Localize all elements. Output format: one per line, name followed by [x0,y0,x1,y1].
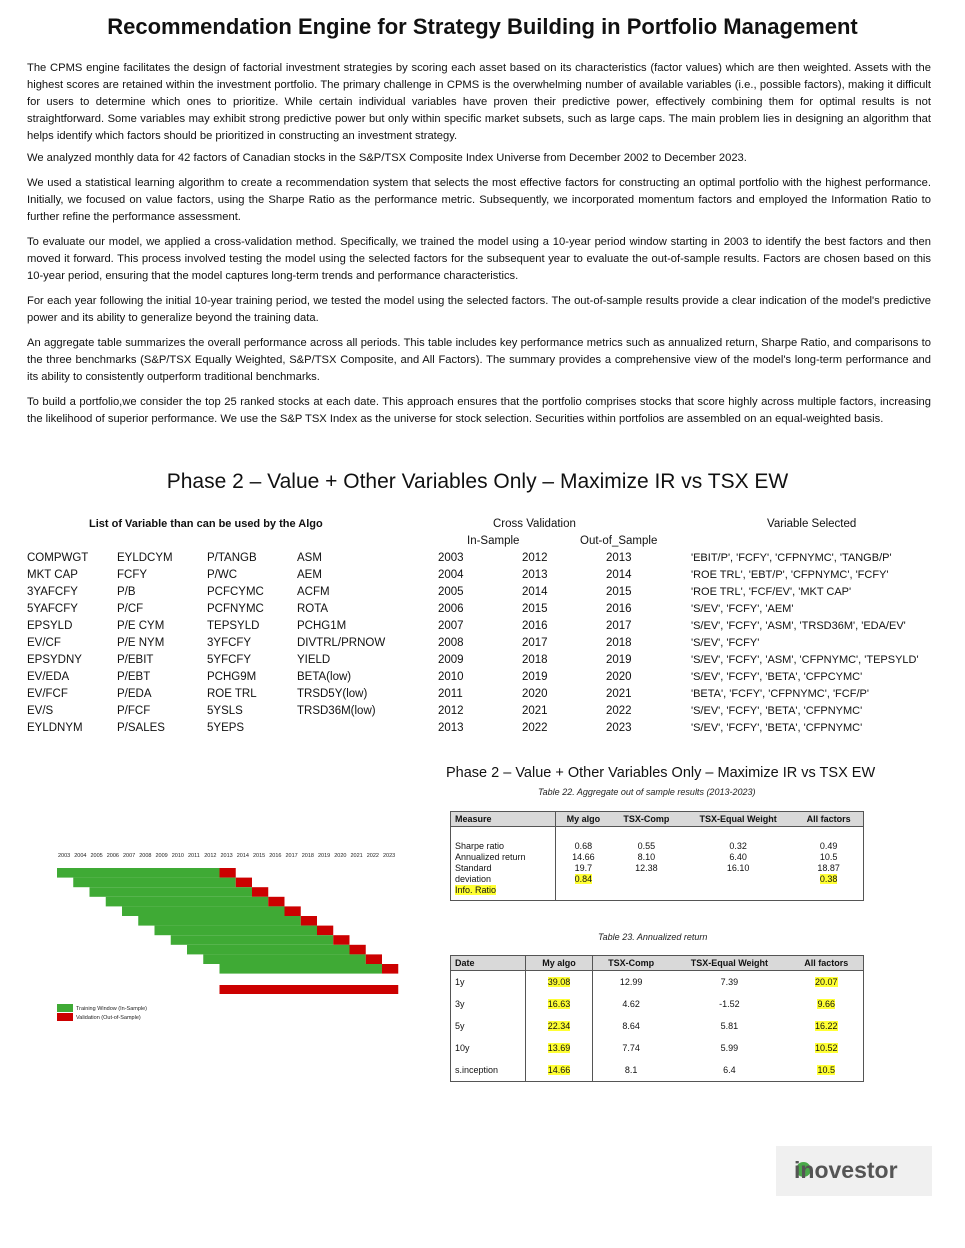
train-end-year: 2017 [522,637,548,649]
year-tick-label: 2012 [204,853,217,859]
paragraph: An aggregate table summarizes the overall performance across all periods. This table includes key performance metrics such as annualized return, Sharpe Ratio, and comparisons to the three benchmarks (S&P/TSX Equally Weighted, S&P/TSX Composite, and All Factors). The summary provides a comprehensive view of the model's long-term performance and its ability to consistently outperform traditional benchmarks. [27,337,931,383]
value-cell: 16.63 [547,999,571,1009]
variable-name: 5YFCFY [207,654,252,666]
year-tick-label: 2019 [318,853,331,859]
value-cell: 9.66 [817,999,835,1009]
period-label: s.inception [455,1065,499,1075]
training-window-bar [138,916,301,926]
train-end-year: 2019 [522,671,548,683]
variable-name: EV/EDA [27,671,70,683]
paragraph: We used a statistical learning algorithm to create a recommendation system that selects the most effective factors for constructing an optimal portfolio with the highest performance. Initially, we focused on value factors, using the Sharpe Ratio as the performance metric. Subsequently, we incorporated momentum factors and employed the Information Ratio to further refine the performance assessment. [27,177,931,223]
table-row [451,1059,864,1082]
value-cell: 10.52 [814,1043,838,1053]
year-tick-label: 2023 [383,853,396,859]
train-start-year: 2007 [438,620,464,632]
variable-name: 5YEPS [207,722,245,734]
year-tick-label: 2011 [188,853,200,859]
table-row [451,1015,864,1037]
variable-name: 3YAFCFY [27,586,78,598]
phase-title-secondary: Phase 2 – Value + Other Variables Only – Maximize IR vs TSX EW [446,765,876,781]
train-start-year: 2008 [438,637,464,649]
variable-name: ASM [297,552,322,564]
value-cell: 7.74 [622,1043,640,1053]
value-cell: 22.34 [547,1021,571,1031]
training-window-bar [220,964,383,974]
in-sample-header: In-Sample [467,535,520,547]
variable-name: EPSYLD [27,620,73,632]
variable-name: EV/CF [27,637,61,649]
variable-name: P/SALES [117,722,165,734]
table23-caption: Table 23. Annualized return [598,932,708,942]
logo-text: inovestor [794,1157,898,1183]
variable-name: ROE TRL [207,688,257,700]
variable-name: MKT CAP [27,569,78,581]
year-tick-label: 2003 [58,853,71,859]
training-window-bar [203,954,366,964]
value-cell: 16.10 [726,863,750,873]
variable-name: DIVTRL/PRNOW [297,637,386,649]
validation-window-bar [333,935,349,945]
paragraph: We analyzed monthly data for 42 factors of Canadian stocks in the S&P/TSX Composite Index Universe from December 2002 to December 2023. [27,152,747,164]
validation-window-bar [268,897,284,907]
training-window-bar [90,887,253,897]
selected-variables: 'S/EV', 'FCFY', 'BETA', 'CFPNYMC' [691,722,863,734]
column-header: TSX-Equal Weight [669,956,789,971]
variable-name: PCHG1M [297,620,347,632]
train-end-year: 2014 [522,586,548,598]
test-year: 2019 [606,654,632,666]
train-end-year: 2015 [522,603,548,615]
validation-window-bar [301,916,317,926]
year-tick-label: 2004 [74,853,87,859]
validation-window-bar [252,887,268,897]
cross-validation-header: Cross Validation [493,518,576,530]
train-start-year: 2012 [438,705,464,717]
training-window-bar [187,945,350,955]
variable-name: ROTA [297,603,329,615]
page-title: Recommendation Engine for Strategy Building in Portfolio Management [107,14,858,39]
variable-name: EPSYDNY [27,654,82,666]
value-cell: 0.84 [574,874,593,884]
variable-name: 5YSLS [207,705,243,717]
variable-name: P/TANGB [207,552,257,564]
variable-name: COMPWGT [27,552,89,564]
table-row [451,993,864,1015]
year-tick-label: 2005 [90,853,103,859]
value-cell: 19.7 [574,863,593,873]
train-end-year: 2020 [522,688,548,700]
variable-name: TEPSYLD [207,620,260,632]
validation-window-bar [236,878,252,888]
year-tick-label: 2013 [220,853,233,859]
period-label: 5y [455,1021,465,1031]
year-tick-label: 2017 [285,853,298,859]
column-header: Measure [451,812,556,827]
variable-name: PCFNYMC [207,603,264,615]
aggregate-results-table [450,811,864,901]
annualized-return-table [450,955,864,1082]
selected-variables: 'S/EV', 'FCFY', 'ASM', 'CFPNYMC', 'TEPSYLD' [691,654,919,666]
train-end-year: 2012 [522,552,548,564]
train-end-year: 2021 [522,705,548,717]
train-end-year: 2018 [522,654,548,666]
value-cell: 12.99 [619,977,643,987]
measure-label: Sharpe ratio [455,841,505,851]
value-cell: 7.39 [720,977,739,987]
selected-variables: 'EBIT/P', 'FCFY', 'CFPNYMC', 'TANGB/P' [691,552,892,564]
year-tick-label: 2014 [236,853,249,859]
variable-name: EV/S [27,705,54,717]
test-year: 2016 [606,603,632,615]
year-tick-label: 2016 [269,853,282,859]
variable-name: 3YFCFY [207,637,252,649]
value-cell: 5.99 [720,1043,739,1053]
paragraph: To build a portfolio,we consider the top 25 ranked stocks at each date. This approach ensures that the portfolio comprises stocks that score highly across multiple factors, increasing the likelihood of superior performance. We use the S&P TSX Index as the universe for stock selection. Securities within portfolios are assembled on an equal-weighted basis. [27,396,931,425]
validation-window-bar [317,926,333,936]
variable-name: EV/FCF [27,688,68,700]
year-tick-label: 2009 [155,853,168,859]
column-header: All factors [794,812,863,827]
value-cell: 10.5 [817,1065,835,1075]
year-tick-label: 2021 [350,853,363,859]
column-header: Date [451,956,526,971]
phase-title: Phase 2 – Value + Other Variables Only – Maximize IR vs TSX EW [166,470,789,493]
train-start-year: 2013 [438,722,464,734]
intro-text [27,60,931,433]
variable-name: P/EBIT [117,654,154,666]
train-end-year: 2013 [522,569,548,581]
value-cell: 14.66 [572,852,595,862]
training-window-bar [106,897,269,907]
column-header: TSX-Comp [611,812,682,827]
legend-label: Validation (Out-of-Sample) [76,1015,141,1021]
variable-name: 5YAFCFY [27,603,78,615]
variable-name: YIELD [297,654,331,666]
validation-window-bar [366,954,382,964]
inovestor-logo [776,1146,932,1196]
value-cell: 0.32 [729,841,747,851]
year-tick-label: 2020 [334,853,347,859]
variable-name: TRSD36M(low) [297,705,376,717]
value-cell: 39.08 [547,977,571,987]
column-header: All factors [789,956,863,971]
column-header: My algo [526,956,593,971]
variable-name: EYLDNYM [27,722,83,734]
test-year: 2017 [606,620,632,632]
paragraph: The CPMS engine facilitates the design of factorial investment strategies by scoring each asset based on its characteristics (factor values) which are then weighted. Assets with the highest scores are retained within the investment portfolio. The primary challenge in CPMS is the overwhelming number of available variables (i.e., possible factors), making it difficult for users to determine which ones to prioritize. While certain individual variables have proven their predictive power, effectively combining them for optimal results is not straightforward. Some variables may exhibit strong predictive power but only within specific market subsets, such as large caps. The main problem lies in designing an algorithm that helps identify which factors should be prioritized in constructing an investment strategy. [27,62,931,142]
train-end-year: 2016 [522,620,548,632]
period-label: 10y [455,1043,470,1053]
measure-label: deviation [455,874,492,884]
selected-variables: 'ROE TRL', 'FCF/EV', 'MKT CAP' [691,586,852,598]
variable-name: EYLDCYM [117,552,173,564]
test-year: 2020 [606,671,632,683]
variable-name: P/CF [117,603,144,615]
selected-variables: 'S/EV', 'FCFY' [691,637,760,649]
value-cell: 8.1 [624,1065,638,1075]
test-year: 2013 [606,552,632,564]
test-year: 2015 [606,586,632,598]
test-year: 2018 [606,637,632,649]
measure-label: Standard [455,863,492,873]
value-cell: 4.62 [622,999,640,1009]
out-of-sample-header: Out-of_Sample [580,535,658,547]
variable-name: PCHG9M [207,671,257,683]
value-cell: 0.49 [819,841,838,851]
value-cell: -1.52 [719,999,740,1009]
training-window-bar [73,878,236,888]
test-year: 2022 [606,705,632,717]
year-tick-label: 2006 [106,853,119,859]
variable-name: P/E CYM [117,620,165,632]
paragraph: To evaluate our model, we applied a cross-validation method. Specifically, we trained the model using a 10-year period window starting in 2003 to identify the best factors and then moved it forward. This process involved testing the model using the selected factors for the subsequent year to evaluate the out-of-sample results. Factors are chosen based on this 10-year period, ensuring that the model captures long-term trends and performance characteristics. [27,236,931,282]
table22-caption: Table 22. Aggregate out of sample results (2013-2023) [538,787,756,797]
variable-name: ACFM [297,586,330,598]
variable-name: BETA(low) [297,671,352,683]
value-cell: 14.66 [547,1065,571,1075]
test-year: 2014 [606,569,632,581]
year-tick-label: 2018 [301,853,314,859]
measure-label: Info. Ratio [455,885,497,895]
selected-variables: 'S/EV', 'FCFY', 'AEM' [691,603,794,615]
year-tick-label: 2015 [253,853,266,859]
variable-name: FCFY [117,569,148,581]
selected-variables: 'BETA', 'FCFY', 'CFPNYMC', 'FCF/P' [691,688,869,700]
variable-selected-header: Variable Selected [767,518,857,530]
year-tick-label: 2008 [139,853,152,859]
training-window-bar [122,906,285,916]
train-start-year: 2005 [438,586,464,598]
validation-window-bar [350,945,366,955]
value-cell: 5.81 [720,1021,739,1031]
table-row [451,1037,864,1059]
legend-swatch [57,1004,73,1012]
selected-variables: 'S/EV', 'FCFY', 'ASM', 'TRSD36M', 'EDA/EV' [691,620,906,632]
variable-name: P/EBT [117,671,151,683]
training-window-bar [57,868,220,878]
value-cell: 8.10 [637,852,656,862]
year-tick-label: 2022 [366,853,379,859]
value-cell: 12.38 [635,863,658,873]
selected-variables: 'S/EV', 'FCFY', 'BETA', 'CFPCYMC' [691,671,863,683]
column-header: TSX-Equal Weight [682,812,794,827]
selected-variables: 'ROE TRL', 'EBT/P', 'CFPNYMC', 'FCFY' [691,569,889,581]
validation-window-bar [382,964,398,974]
year-tick-label: 2010 [171,853,184,859]
value-cell: 20.07 [814,977,838,987]
legend-swatch [57,1013,73,1021]
variable-name: P/E NYM [117,637,165,649]
variable-name: TRSD5Y(low) [297,688,368,700]
validation-window-bar [285,906,301,916]
value-cell: 13.69 [547,1043,571,1053]
value-cell: 0.68 [574,841,593,851]
variable-name: P/FCF [117,705,151,717]
variable-name: P/B [117,586,136,598]
train-end-year: 2022 [522,722,548,734]
validation-window-bar [220,868,236,878]
column-header: TSX-Comp [593,956,670,971]
value-cell: 18.87 [817,863,840,873]
test-year: 2023 [606,722,632,734]
table-row [451,971,864,994]
train-start-year: 2006 [438,603,464,615]
variable-name: AEM [297,569,322,581]
training-window-bar [155,926,318,936]
legend-label: Training Window (In-Sample) [76,1006,148,1012]
value-cell: 0.55 [637,841,656,851]
value-cell: 8.64 [622,1021,640,1031]
value-cell: 16.22 [814,1021,838,1031]
period-label: 1y [455,977,465,987]
selected-variables: 'S/EV', 'FCFY', 'BETA', 'CFPNYMC' [691,705,863,717]
variable-name: PCFCYMC [207,586,264,598]
train-start-year: 2004 [438,569,464,581]
value-cell: 10.5 [819,852,838,862]
variable-list-header: List of Variable than can be used by the Algo [89,518,323,530]
train-start-year: 2009 [438,654,464,666]
paragraph: For each year following the initial 10-year training period, we tested the model using the selected factors. The out-of-sample results provide a clear indication of the model's predictive power and its ability to generalize beyond the training data. [27,295,931,324]
variable-name: P/WC [207,569,238,581]
train-start-year: 2010 [438,671,464,683]
value-cell: 6.40 [729,852,747,862]
train-start-year: 2011 [438,688,463,700]
year-tick-label: 2007 [123,853,136,859]
value-cell: 6.4 [723,1065,736,1075]
train-start-year: 2003 [438,552,464,564]
measure-label: Annualized return [455,852,526,862]
variable-name: P/EDA [117,688,152,700]
value-cell: 0.38 [819,874,838,884]
period-label: 3y [455,999,465,1009]
training-window-bar [171,935,334,945]
test-year: 2021 [606,688,632,700]
column-header: My algo [556,812,611,827]
out-of-sample-span-bar [220,985,399,994]
